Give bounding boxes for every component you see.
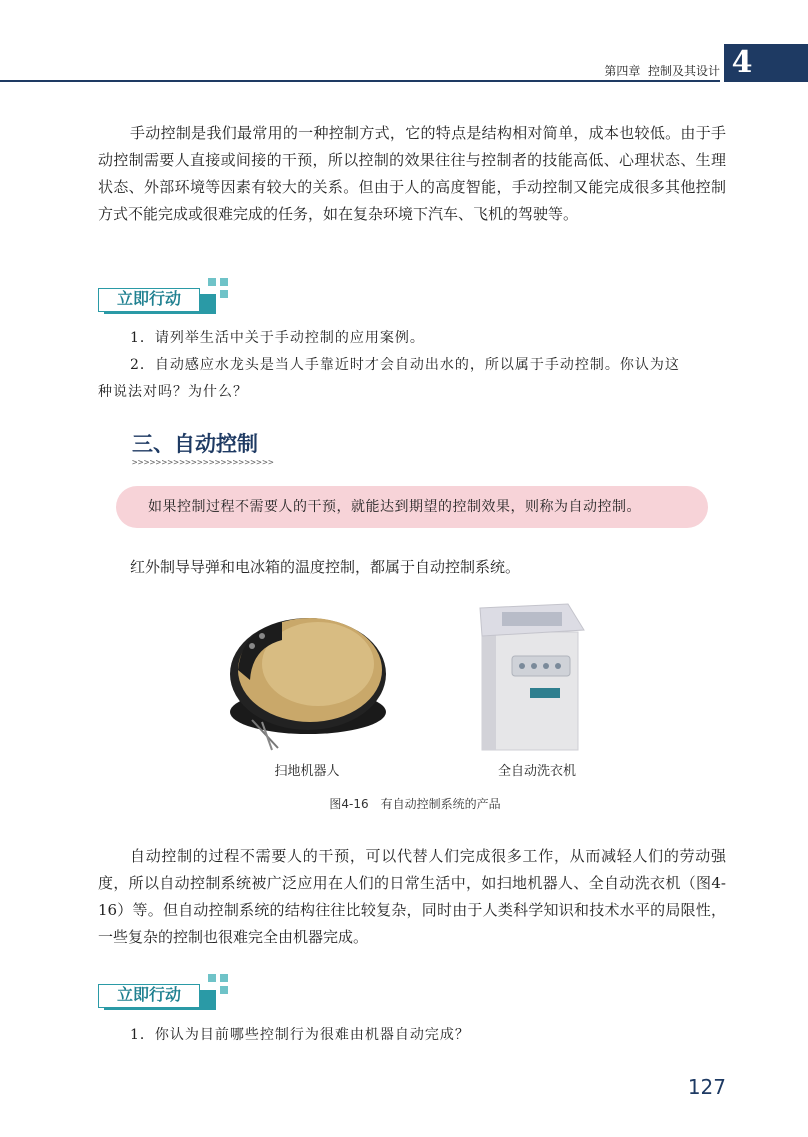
action-label xyxy=(98,278,238,312)
list-item: 种说法对吗？为什么？ xyxy=(98,384,248,400)
figure-caption: 图4-16 有自动控制系统的产品 xyxy=(329,797,501,811)
action-list xyxy=(130,1022,730,1049)
page-number: 127 xyxy=(687,1075,726,1099)
deco-square xyxy=(220,986,228,994)
washing-machine-image xyxy=(472,602,592,752)
deco-square xyxy=(220,290,228,298)
paragraph-automatic-control xyxy=(98,843,726,951)
chapter-number: 4 xyxy=(731,45,753,80)
definition-text: 如果控制过程不需要人的干预，就能达到期望的控制效果，则称为自动控制。 xyxy=(148,499,641,515)
running-header xyxy=(560,62,720,79)
chapter-title: 控制及其设计 xyxy=(647,64,720,78)
action-label-text: 立即行动 xyxy=(116,985,181,1004)
action-label xyxy=(98,974,238,1008)
figure-caption-left: 扫地机器人 xyxy=(274,764,340,779)
example-sentence: 红外制导导弹和电冰箱的温度控制，都属于自动控制系统。 xyxy=(130,558,521,576)
paragraph-text: 手动控制是我们最常用的一种控制方式，它的特点是结构相对简单，成本也较低。由于手动控制需要人直接或间接的干预，所以控制的效果往往与控制者的技能高低、心理状态、生理状态、外部环境等因素有较大的关系。但由于人的高度智能，手动控制又能完成很多其他控制方式不能完成或很难完成的任务，如在复杂环境下汽车、飞机的驾驶等。 xyxy=(98,124,726,223)
definition-box xyxy=(116,486,708,528)
list-item: 1．你认为目前哪些控制行为很难由机器自动完成？ xyxy=(130,1027,470,1043)
header-rule xyxy=(0,80,720,82)
action-label-text: 立即行动 xyxy=(116,289,181,308)
figure-caption-right: 全自动洗衣机 xyxy=(497,764,576,779)
section-underline: >>>>>>>>>>>>>>>>>>>>>>>> xyxy=(132,458,275,468)
deco-square xyxy=(220,278,228,286)
deco-square xyxy=(220,974,228,982)
robot-vacuum-image xyxy=(222,600,392,752)
deco-square xyxy=(208,278,216,286)
paragraph-text: 自动控制的过程不需要人的干预，可以代替人们完成很多工作，从而减轻人们的劳动强度，所以自动控制系统被广泛应用在人们的日常生活中，如扫地机器人、全自动洗衣机（图4-16）等。但自动控制系统的结构往往比较复杂，同时由于人类科学知识和技术水平的局限性，一些复杂的控制也很难完全由机器完成。 xyxy=(98,847,726,946)
list-item: 2．自动感应水龙头是当人手靠近时才会自动出水的，所以属于手动控制。你认为这 xyxy=(130,357,680,373)
paragraph-manual-control xyxy=(98,120,726,228)
list-item: 1．请列举生活中关于手动控制的应用案例。 xyxy=(130,330,425,346)
section-heading: 三、自动控制 xyxy=(132,432,258,456)
chapter-label: 第四章 xyxy=(604,64,641,78)
action-list xyxy=(98,325,730,406)
deco-square xyxy=(208,974,216,982)
